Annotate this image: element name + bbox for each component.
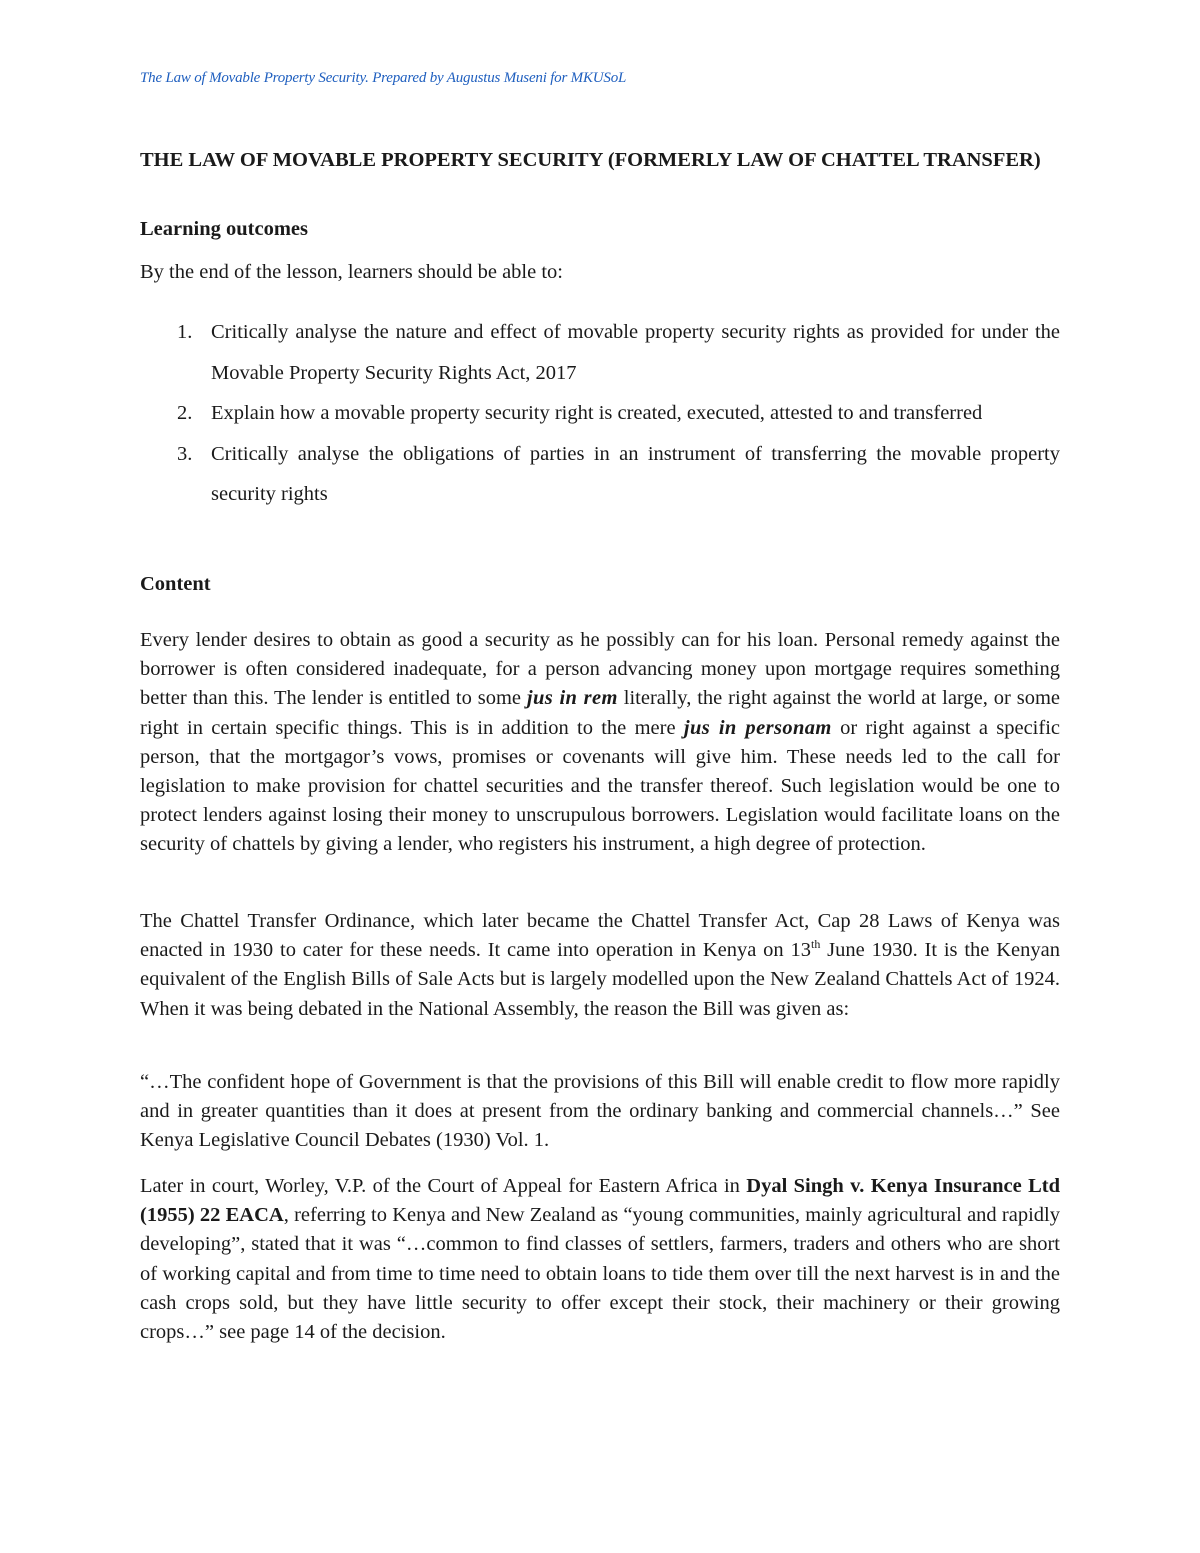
list-item-number: 1. [177,321,193,343]
text-run: The Chattel Transfer Ordinance, which later became the Chattel Transfer Act, Cap 28 Laws of Kenya was enacted in 1930 to cater for these needs. It came into operation in Kenya on 13 [140,910,1060,962]
content-paragraph-4 [140,1172,1060,1347]
content-heading: Content [140,573,211,595]
running-header: The Law of Movable Property Security. Prepared by Augustus Museni for MKUSoL [140,70,627,86]
list-item [140,393,1060,434]
document-title: THE LAW OF MOVABLE PROPERTY SECURITY (FORMERLY LAW OF CHATTEL TRANSFER) [140,149,1041,171]
ordinal-suffix: th [811,937,821,952]
content-paragraph-1 [140,626,1060,860]
text-run: or right against a specific person, that the mortgagor’s vows, promises or covenants will give him. These needs led to the call for legislation to make provision for chattel securities and the transfer thereof. Such legislation would be one to protect lenders against losing their money to unscrupulous borrowers. Legislation would facilitate loans on the security of chattels by giving a lender, who registers his instrument, a high degree of protection. [140,716,1060,856]
text-run: Every lender desires to obtain as good a security as he possibly can for his loan. Personal remedy against the borrower is often considered inadequate, for a person advancing money upon mortgage requires something better than this. The lender is entitled to some [140,629,1060,710]
quotation-paragraph: “…The confident hope of Government is that the provisions of this Bill will enable credit to flow more rapidly and in greater quantities than it does at present from the ordinary banking and commercial channels…” See Kenya Legislative Council Debates (1930) Vol. 1. [140,1071,1060,1152]
text-run: literally, the right against the world at large, or some right in certain specific things. This is in addition to the mere [140,687,1060,739]
list-item-number: 2. [177,402,193,424]
list-item [140,312,1060,393]
learning-outcomes-intro: By the end of the lesson, learners should be able to: [140,261,563,283]
list-item [140,434,1060,515]
text-run: June 1930. It is the Kenyan equivalent of the English Bills of Sale Acts but is largely modelled upon the New Zealand Chattels Act of 1924. When it was being debated in the National Assembly, the reason the Bill was given as: [140,939,1060,1020]
list-item-text: Explain how a movable property security right is created, executed, attested to and transferred [211,402,983,424]
text-run: Later in court, Worley, V.P. of the Court of Appeal for Eastern Africa in [140,1175,747,1197]
learning-outcomes-heading: Learning outcomes [140,218,308,240]
list-item-number: 3. [177,442,193,465]
learning-outcomes-list [140,312,1060,515]
latin-term-jus-in-rem: jus in rem [526,687,618,710]
list-item-text: Critically analyse the obligations of parties in an instrument of transferring the movable property security rights [211,442,1060,505]
content-paragraph-2 [140,907,1060,1024]
latin-term-jus-in-personam: jus in personam [683,716,832,739]
list-item-text: Critically analyse the nature and effect of movable property security rights as provided for under the Movable Property Security Rights Act, 2017 [211,321,1060,384]
case-citation: Dyal Singh v. Kenya Insurance Ltd (1955) 22 EACA [140,1175,1061,1227]
text-run: , referring to Kenya and New Zealand as “young communities, mainly agricultural and rapidly developing”, stated that it was “…common to find classes of settlers, farmers, traders and others who are short of working capital and from time to time need to obtain loans to tide them over till the next harvest is in and the cash crops sold, but they have little security to offer except their stock, their machinery or their growing crops…” see page 14 of the decision. [140,1204,1060,1344]
